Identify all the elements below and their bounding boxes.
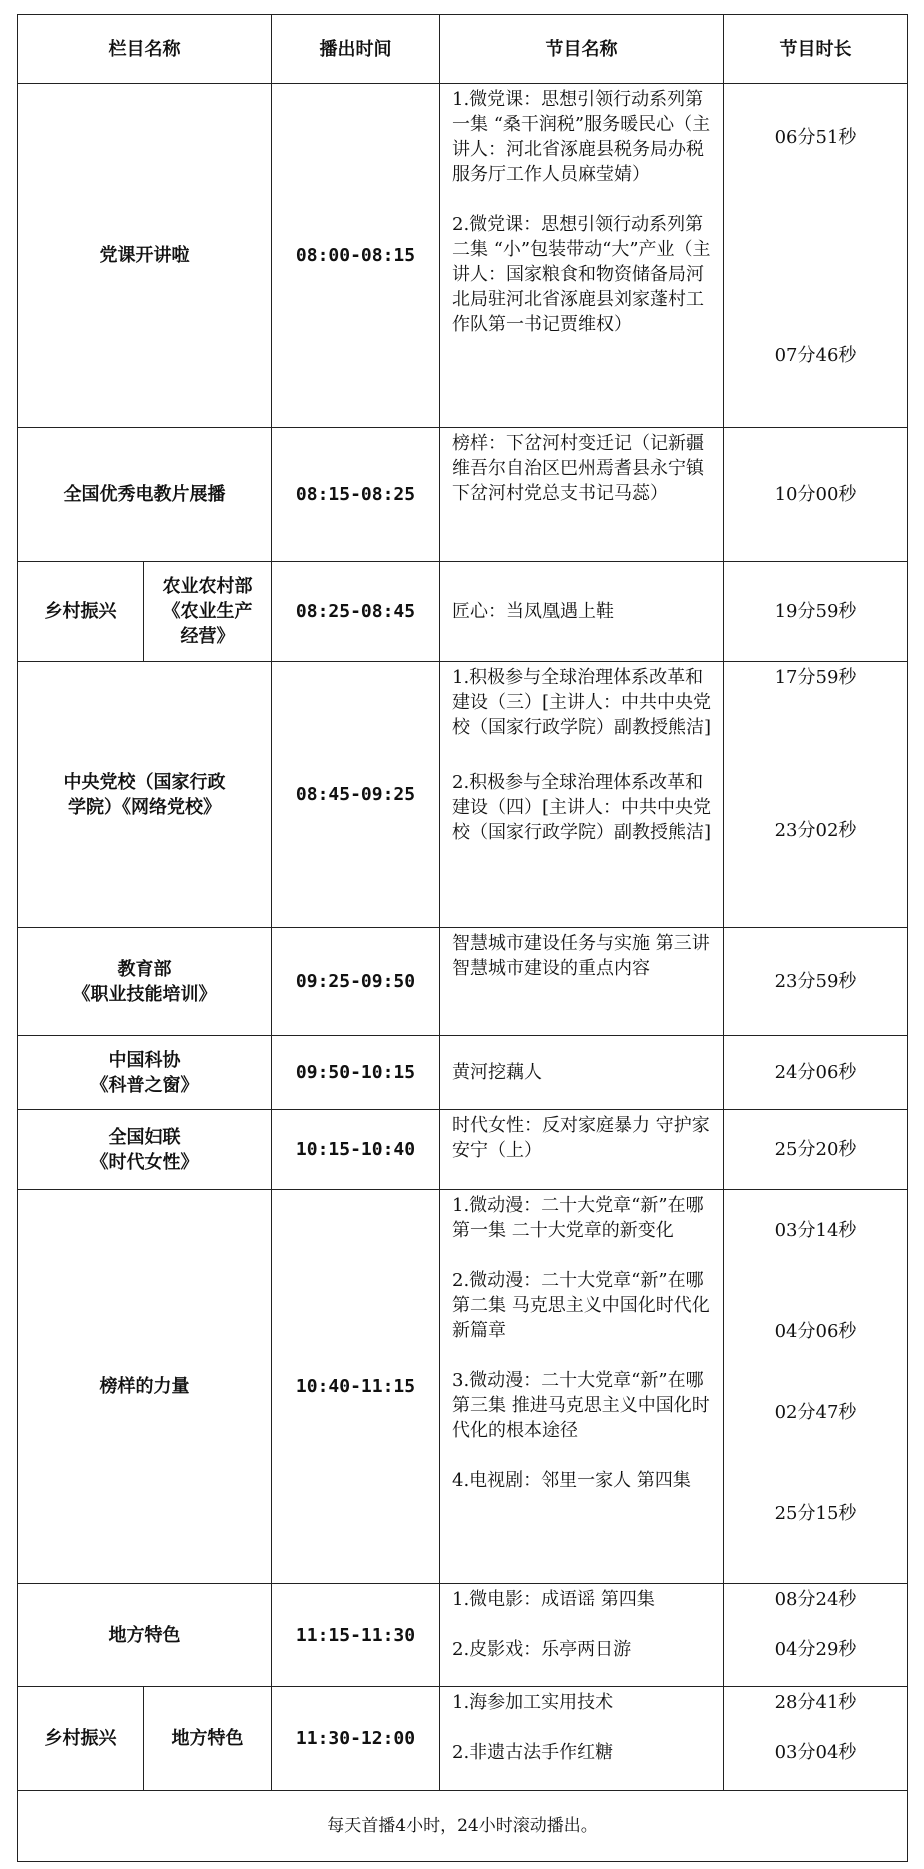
program-item: 2.皮影戏：乐亭两日游 <box>452 1639 632 1660</box>
column-name-line: 《科普之窗》 <box>90 1074 199 1096</box>
duration-cell <box>724 1190 908 1584</box>
time-cell: 10:40-11:15 <box>272 1190 440 1584</box>
table-row <box>18 1110 908 1190</box>
table-row <box>18 1036 908 1110</box>
program-item: 1.微党课：思想引领行动系列第一集 “桑干润税”服务暖民心（主讲人：河北省涿鹿县税务局办税服务厅工作人员麻莹婧） <box>452 89 711 185</box>
header-row <box>18 15 908 84</box>
header-column-name: 栏目名称 <box>18 15 272 84</box>
duration-item: 28分41秒 <box>774 1692 857 1713</box>
duration-cell <box>724 84 908 428</box>
column-sub-cell: 农业农村部《农业生产经营》 <box>144 562 272 662</box>
duration-item: 04分06秒 <box>774 1321 857 1342</box>
program-item: 2.非遗古法手作红糖 <box>452 1742 614 1763</box>
header-program: 节目名称 <box>440 15 724 84</box>
column-group-cell: 乡村振兴 <box>18 562 144 662</box>
schedule-table <box>17 14 908 1862</box>
column-name-line: 教育部 <box>117 958 172 980</box>
table-row <box>18 562 908 662</box>
time-cell: 08:45-09:25 <box>272 662 440 928</box>
column-name-cell: 中央党校（国家行政学院）《网络党校》 <box>18 662 272 928</box>
duration-cell: 10分00秒 <box>724 428 908 562</box>
time-cell: 08:15-08:25 <box>272 428 440 562</box>
time-cell: 08:25-08:45 <box>272 562 440 662</box>
duration-item: 02分47秒 <box>774 1402 857 1423</box>
duration-item: 25分15秒 <box>774 1503 857 1524</box>
table-row <box>18 662 908 928</box>
table-row <box>18 1190 908 1584</box>
header-time: 播出时间 <box>272 15 440 84</box>
footer-note: 每天首播4小时，24小时滚动播出。 <box>18 1791 908 1862</box>
time-cell: 11:15-11:30 <box>272 1584 440 1687</box>
duration-item: 17分59秒 <box>774 667 857 688</box>
program-item: 1.微动漫：二十大党章“新”在哪 第一集 二十大党章的新变化 <box>452 1195 704 1241</box>
duration-cell <box>724 662 908 928</box>
program-cell <box>440 1190 724 1584</box>
duration-item: 06分51秒 <box>774 127 857 148</box>
duration-cell: 19分59秒 <box>724 562 908 662</box>
time-cell: 11:30-12:00 <box>272 1687 440 1791</box>
time-cell: 10:15-10:40 <box>272 1110 440 1190</box>
program-item: 2.微动漫：二十大党章“新”在哪 第二集 马克思主义中国化时代化新篇章 <box>452 1270 710 1341</box>
duration-cell: 23分59秒 <box>724 928 908 1036</box>
column-name-cell: 全国优秀电教片展播 <box>18 428 272 562</box>
footer-row <box>18 1791 908 1862</box>
column-name-cell <box>18 1036 272 1110</box>
table-row <box>18 1584 908 1687</box>
program-cell: 匠心：当凤凰遇上鞋 <box>440 562 724 662</box>
column-name-line: 《职业技能培训》 <box>72 983 217 1005</box>
duration-cell: 25分20秒 <box>724 1110 908 1190</box>
program-cell <box>440 1584 724 1687</box>
program-cell <box>440 662 724 928</box>
program-cell: 时代女性：反对家庭暴力 守护家安宁（上） <box>440 1110 724 1190</box>
column-name-cell: 地方特色 <box>18 1584 272 1687</box>
duration-item: 04分29秒 <box>774 1639 857 1660</box>
program-item: 2.积极参与全球治理体系改革和建设（四）[主讲人：中共中央党校（国家行政学院）副教授熊洁] <box>452 772 712 843</box>
column-sub-cell: 地方特色 <box>144 1687 272 1791</box>
program-item: 1.积极参与全球治理体系改革和建设（三）[主讲人：中共中央党校（国家行政学院）副教授熊洁] <box>452 667 712 738</box>
column-name-line: 《时代女性》 <box>90 1151 199 1173</box>
duration-cell <box>724 1584 908 1687</box>
duration-cell: 24分06秒 <box>724 1036 908 1110</box>
program-item: 4.电视剧：邻里一家人 第四集 <box>452 1470 691 1491</box>
column-name-cell <box>18 928 272 1036</box>
table-row <box>18 1687 908 1791</box>
duration-item: 03分04秒 <box>774 1742 857 1763</box>
time-cell: 09:50-10:15 <box>272 1036 440 1110</box>
duration-item: 07分46秒 <box>774 345 857 366</box>
duration-item: 08分24秒 <box>774 1589 857 1610</box>
program-cell <box>440 1687 724 1791</box>
column-group-cell: 乡村振兴 <box>18 1687 144 1791</box>
column-name-line: 全国妇联 <box>108 1126 181 1148</box>
duration-cell <box>724 1687 908 1791</box>
column-name-line: 中国科协 <box>108 1049 181 1071</box>
table-row <box>18 428 908 562</box>
header-duration: 节目时长 <box>724 15 908 84</box>
duration-item: 23分02秒 <box>774 820 857 841</box>
duration-item: 03分14秒 <box>774 1220 857 1241</box>
program-cell: 黄河挖藕人 <box>440 1036 724 1110</box>
table-row <box>18 84 908 428</box>
time-cell: 08:00-08:15 <box>272 84 440 428</box>
program-item: 3.微动漫：二十大党章“新”在哪 第三集 推进马克思主义中国化时代化的根本途径 <box>452 1370 710 1441</box>
program-cell <box>440 84 724 428</box>
program-item: 2.微党课：思想引领行动系列第二集 “小”包装带动“大”产业（主讲人：国家粮食和物资储备局河北局驻河北省涿鹿县刘家蓬村工作队第一书记贾维权） <box>452 214 711 335</box>
table-row <box>18 928 908 1036</box>
program-item: 1.微电影：成语谣 第四集 <box>452 1589 655 1610</box>
column-name-cell <box>18 1110 272 1190</box>
program-cell: 榜样：下岔河村变迁记（记新疆维吾尔自治区巴州焉耆县永宁镇下岔河村党总支书记马蕊） <box>440 428 724 562</box>
column-name-cell: 榜样的力量 <box>18 1190 272 1584</box>
time-cell: 09:25-09:50 <box>272 928 440 1036</box>
program-cell: 智慧城市建设任务与实施 第三讲 智慧城市建设的重点内容 <box>440 928 724 1036</box>
column-name-cell: 党课开讲啦 <box>18 84 272 428</box>
program-item: 1.海参加工实用技术 <box>452 1692 614 1713</box>
